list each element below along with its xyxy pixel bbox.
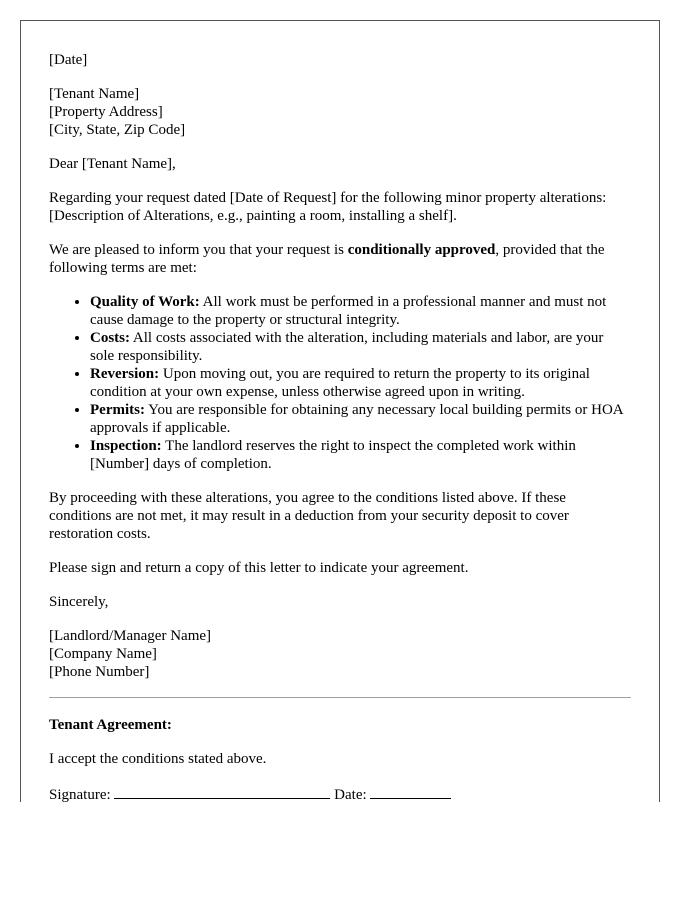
letter-page bbox=[20, 20, 660, 802]
date-label: Date: bbox=[334, 787, 367, 803]
approval-status: conditionally approved bbox=[347, 242, 496, 258]
approval-text-after: , provided that the following terms are met: bbox=[49, 242, 605, 276]
term-label: Permits: bbox=[90, 402, 145, 418]
signature-line[interactable] bbox=[114, 784, 330, 799]
signature-label: Signature: bbox=[49, 787, 111, 803]
sender-phone: [Phone Number] bbox=[49, 664, 150, 680]
tenant-agreement-statement: I accept the conditions stated above. bbox=[49, 751, 267, 767]
sender-company: [Company Name] bbox=[49, 646, 157, 662]
signature-row bbox=[49, 784, 631, 804]
term-label: Inspection: bbox=[90, 438, 162, 454]
term-text: All costs associated with the alteration, including materials and labor, are your sole responsibility. bbox=[90, 330, 604, 364]
intro-paragraph: Regarding your request dated [Date of Request] for the following minor property alterations: [Description of Alterations, e.g., painting a room, installing a shelf]. bbox=[49, 190, 607, 224]
approval-paragraph bbox=[49, 241, 631, 277]
recipient-property-address: [Property Address] bbox=[49, 104, 163, 120]
approval-text-before: We are pleased to inform you that your request is bbox=[49, 242, 348, 258]
recipient-name: [Tenant Name] bbox=[49, 86, 140, 102]
term-text: Upon moving out, you are required to return the property to its original condition at your own expense, unless otherwise agreed upon in writing. bbox=[90, 366, 590, 400]
term-text: The landlord reserves the right to inspect the completed work within [Number] days of completion. bbox=[90, 438, 576, 472]
term-item-reversion bbox=[90, 365, 631, 401]
date-line[interactable] bbox=[370, 784, 451, 799]
closing: Sincerely, bbox=[49, 594, 109, 610]
term-label: Costs: bbox=[90, 330, 130, 346]
recipient-address-block bbox=[49, 85, 631, 139]
sender-name: [Landlord/Manager Name] bbox=[49, 628, 212, 644]
conditions-paragraph: By proceeding with these alterations, you agree to the conditions listed above. If these conditions are not met, it may result in a deduction from your security deposit to cover restoration costs. bbox=[49, 490, 569, 542]
letter-date: [Date] bbox=[49, 52, 88, 68]
recipient-city-state-zip: [City, State, Zip Code] bbox=[49, 122, 186, 138]
sender-block bbox=[49, 627, 631, 681]
sign-request-paragraph: Please sign and return a copy of this letter to indicate your agreement. bbox=[49, 560, 469, 576]
terms-list bbox=[49, 293, 631, 473]
term-label: Quality of Work: bbox=[90, 294, 200, 310]
tenant-agreement-title: Tenant Agreement: bbox=[49, 717, 172, 733]
term-text: You are responsible for obtaining any necessary local building permits or HOA approvals if applicable. bbox=[90, 402, 623, 436]
salutation: Dear [Tenant Name], bbox=[49, 156, 176, 172]
term-item-permits bbox=[90, 401, 631, 437]
term-item-quality bbox=[90, 293, 631, 329]
term-label: Reversion: bbox=[90, 366, 160, 382]
term-item-inspection bbox=[90, 437, 631, 473]
term-text: All work must be performed in a professional manner and must not cause damage to the property or structural integrity. bbox=[90, 294, 607, 328]
term-item-costs bbox=[90, 329, 631, 365]
section-divider bbox=[49, 697, 631, 698]
